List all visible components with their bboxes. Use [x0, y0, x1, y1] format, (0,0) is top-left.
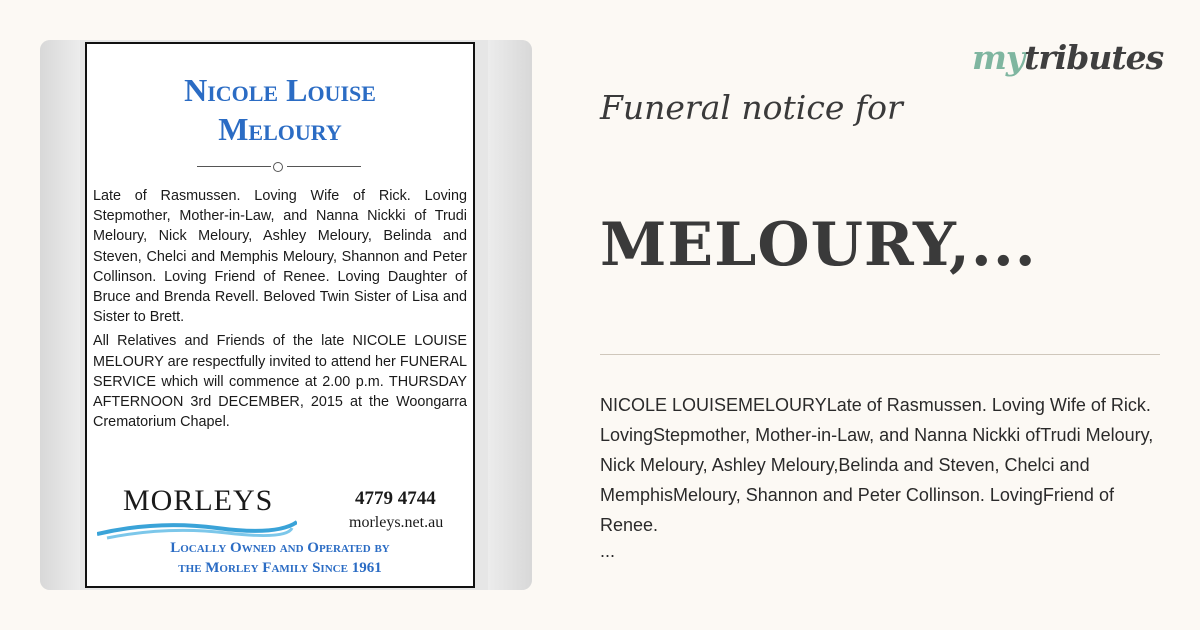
- mytributes-logo[interactable]: [972, 38, 1163, 77]
- funeral-home-website: morleys.net.au: [349, 514, 444, 531]
- brand-part-tributes: tributes: [1024, 38, 1164, 77]
- funeral-home-name: MORLEYS: [123, 484, 274, 517]
- funeral-notice-card: [85, 42, 475, 588]
- notice-paragraph-family: Late of Rasmussen. Loving Wife of Rick. Loving Stepmother, Mother-in-Law, and Nanna Nickki of Trudi Meloury, Nick Meloury, Ashley Meloury, Belinda and Steven, Chelci and Memphis Meloury, Shannon and Peter Collinson. Loving Friend of Renee. Loving Daughter of Bruce and Brenda Revell. Beloved Twin Sister of Lisa and Sister to Brett.: [93, 188, 467, 326]
- tagline-line2: the Morley Family Since 1961: [178, 560, 382, 576]
- section-divider: [600, 354, 1160, 355]
- ornament-divider: [197, 162, 361, 172]
- excerpt-ellipsis: ...: [600, 541, 616, 561]
- wave-icon: [97, 516, 297, 540]
- funeral-home-phone: 4779 4744: [355, 488, 436, 509]
- deceased-name: MELOURY,...: [600, 210, 1037, 280]
- notice-paragraph-service: All Relatives and Friends of the late NICOLE LOUISE MELOURY are respectfully invited to attend her FUNERAL SERVICE which will commence at 2.00 p.m. THURSDAY AFTERNOON 3rd DECEMBER, 2015 at the Woongarra Crematorium Chapel.: [93, 333, 467, 431]
- brand-part-my: my: [972, 38, 1025, 77]
- notice-excerpt: NICOLE LOUISEMELOURYLate of Rasmussen. Loving Wife of Rick. LovingStepmother, Mother-in-Law, and Nanna Nickki ofTrudi Meloury, Nick Meloury, Ashley Meloury,Belinda and Steven, Chelci and MemphisMeloury, Shannon and Peter Collinson. LovingFriend of Renee.: [600, 395, 1154, 535]
- tagline-line1: Locally Owned and Operated by: [170, 540, 390, 556]
- funeral-home-logo: [97, 484, 297, 539]
- notice-name-line1: Nicole Louise: [184, 72, 376, 108]
- notice-deceased-name: [87, 71, 473, 149]
- notice-body: [93, 186, 467, 436]
- funeral-home-tagline: [87, 538, 473, 578]
- notice-name-line2: Meloury: [218, 111, 342, 147]
- notice-image-panel: [40, 40, 532, 590]
- notice-heading-label: Funeral notice for: [600, 88, 903, 127]
